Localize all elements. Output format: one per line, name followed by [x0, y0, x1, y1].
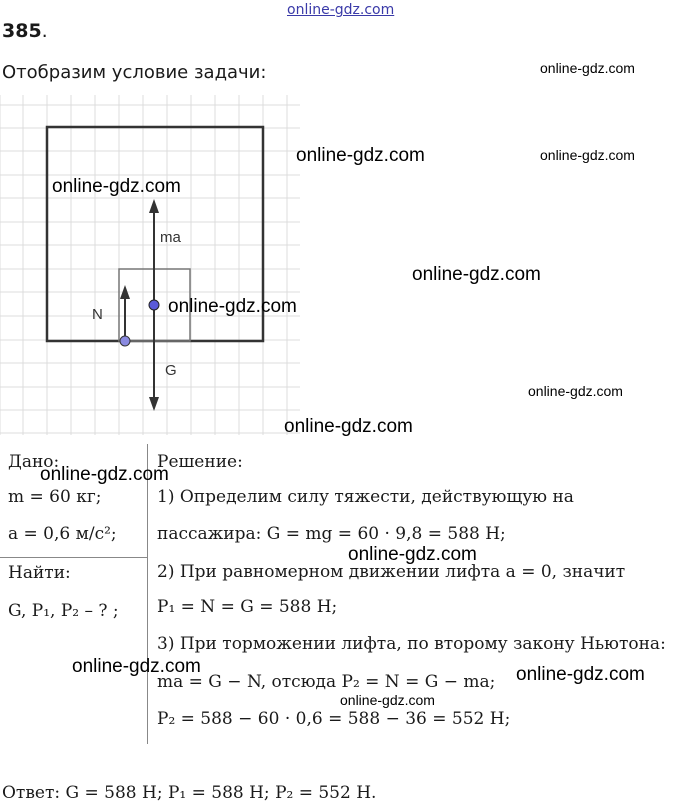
problem-number-dot: .	[41, 20, 48, 42]
label-N: N	[92, 306, 103, 323]
watermark: online-gdz.com	[296, 145, 425, 166]
point-center-of-mass	[149, 300, 159, 310]
label-G: G	[165, 362, 177, 379]
given-mass: m = 60 кг;	[8, 487, 102, 507]
find-values: G, P₁, P₂ – ? ;	[8, 601, 119, 621]
table-divider-horizontal	[0, 557, 147, 558]
solution-line-1: 1) Определим силу тяжести, действующую на	[157, 487, 574, 507]
arrow-ma-head	[149, 199, 159, 213]
watermark: online-gdz.com	[72, 656, 201, 677]
watermark: online-gdz.com	[540, 147, 635, 163]
watermark: online-gdz.com	[40, 464, 169, 485]
watermark: online-gdz.com	[52, 176, 181, 197]
solution-title: Решение:	[157, 452, 243, 472]
watermark: online-gdz.com	[284, 416, 413, 437]
watermark: online-gdz.com	[340, 692, 435, 708]
watermark: online-gdz.com	[528, 383, 623, 399]
intro-text: Отобразим условие задачи:	[2, 62, 267, 83]
watermark-top[interactable]: online-gdz.com	[287, 2, 395, 18]
point-support	[120, 336, 130, 346]
grid	[0, 95, 300, 435]
solution-line-4: P₁ = N = G = 588 Н;	[157, 597, 338, 617]
solution-line-5: 3) При торможении лифта, по второму закону Ньютона:	[157, 634, 666, 654]
answer: Ответ: G = 588 Н; P₁ = 588 Н; P₂ = 552 Н.	[2, 783, 377, 803]
watermark: online-gdz.com	[412, 264, 541, 285]
solution-line-2: пассажира: G = mg = 60 · 9,8 = 588 Н;	[157, 524, 506, 544]
force-diagram	[0, 95, 310, 440]
label-ma: ma	[160, 229, 181, 246]
arrow-G-head	[149, 397, 159, 411]
watermark: online-gdz.com	[168, 296, 297, 317]
problem-number-value: 385	[2, 20, 42, 42]
given-acceleration: a = 0,6 м/с²;	[8, 524, 117, 544]
watermark: online-gdz.com	[516, 664, 645, 685]
problem-number	[2, 20, 48, 42]
table-divider-vertical	[147, 444, 148, 744]
solution-line-3: 2) При равномерном движении лифта a = 0, значит	[157, 562, 626, 582]
watermark: online-gdz.com	[540, 60, 635, 76]
solution-line-6: ma = G − N, отсюда P₂ = N = G − ma;	[157, 672, 496, 692]
solution-line-7: P₂ = 588 − 60 · 0,6 = 588 − 36 = 552 Н;	[157, 709, 511, 729]
watermark: online-gdz.com	[348, 544, 477, 565]
find-title: Найти:	[8, 563, 71, 583]
given-title: Дано:	[8, 452, 60, 472]
